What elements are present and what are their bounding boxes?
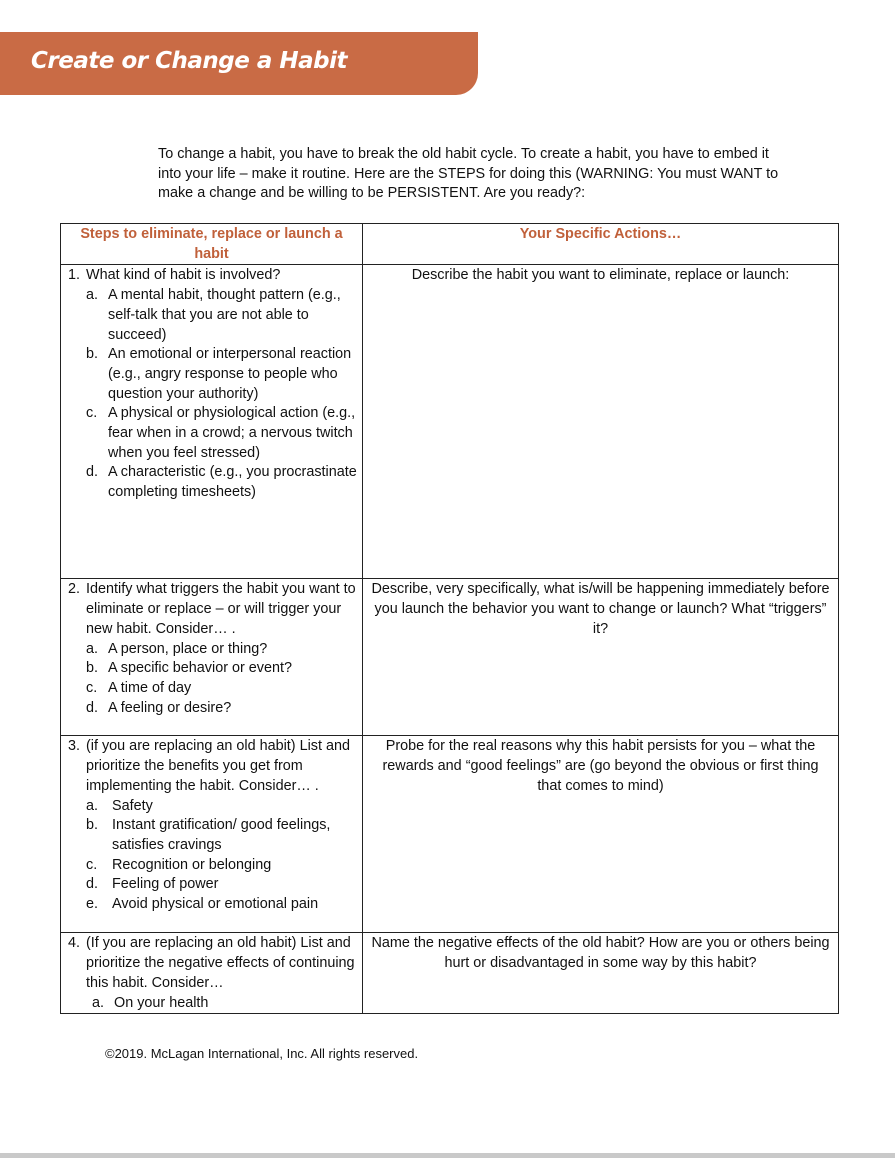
step-question — [68, 266, 358, 286]
action-cell[interactable] — [363, 579, 839, 736]
action-prompt: Probe for the real reasons why this habit persists for you – what the rewards and “good feelings” are (go beyond the obvious or first thing that comes to mind) — [382, 738, 819, 794]
subitem-text: A mental habit, thought pattern (e.g., self-talk that you are not able to succeed) — [108, 287, 341, 343]
subitem-text: Instant gratification/ good feelings, satisfies cravings — [112, 817, 331, 853]
subitem-label: b. — [86, 660, 99, 677]
table-row — [61, 265, 839, 579]
step-subitem — [68, 679, 358, 699]
table-row — [61, 736, 839, 933]
step-question-text: (if you are replacing an old habit) List and prioritize the benefits you get from implementing the habit. Consider… . — [86, 738, 350, 794]
subitem-label: a. — [86, 287, 99, 304]
table-row — [61, 933, 839, 1014]
step-subitem — [68, 797, 358, 817]
habit-steps-table — [60, 223, 839, 1014]
step-number: 2. — [68, 581, 81, 598]
subitem-text: On your health — [114, 994, 209, 1011]
step-question-text: (If you are replacing an old habit) List and prioritize the negative effects of continuing this habit. Consider… — [86, 935, 355, 991]
action-cell[interactable] — [363, 265, 839, 579]
action-cell[interactable] — [363, 933, 839, 1014]
step-subitem — [68, 463, 358, 502]
step-subitem — [68, 404, 358, 463]
step-number: 1. — [68, 267, 81, 284]
copyright-footer: ©2019. McLagan International, Inc. All rights reserved. — [105, 1046, 419, 1061]
subitem-label: c. — [86, 405, 98, 422]
step-number: 4. — [68, 935, 81, 952]
column-header-steps: Steps to eliminate, replace or launch a habit — [61, 224, 363, 265]
subitem-text: Safety — [112, 797, 153, 814]
step-subitem — [68, 286, 358, 345]
subitem-text: A specific behavior or event? — [108, 660, 292, 677]
subitem-label: e. — [86, 896, 99, 913]
intro-paragraph: To change a habit, you have to break the old habit cycle. To create a habit, you have to embed it into your life – make it routine. Here are the STEPS for doing this (WARNING: You must WANT to make a change and be willing to be PERSISTENT. Are you ready?: — [158, 146, 779, 201]
subitem-label: a. — [86, 797, 99, 814]
subitem-label: a. — [86, 640, 99, 657]
subitem-text: A person, place or thing? — [108, 640, 268, 657]
subitem-text: Recognition or belonging — [112, 856, 272, 873]
subitem-text: A feeling or desire? — [108, 699, 232, 716]
subitem-label: c. — [86, 856, 98, 873]
step-question — [68, 934, 358, 993]
subitem-text: Avoid physical or emotional pain — [112, 896, 319, 913]
step-cell — [61, 265, 363, 579]
step-subitem — [68, 856, 358, 876]
step-subitem — [68, 640, 358, 660]
subitem-text: An emotional or interpersonal reaction (e.g., angry response to people who question your authority) — [108, 346, 352, 402]
subitem-label: b. — [86, 346, 99, 363]
step-subitem — [68, 659, 358, 679]
step-cell — [61, 736, 363, 933]
subitem-label: d. — [86, 876, 99, 893]
subitem-text: Feeling of power — [112, 876, 219, 893]
step-subitem — [68, 994, 358, 1014]
step-question-text: Identify what triggers the habit you want to eliminate or replace – or will trigger your new habit. Consider… . — [86, 581, 356, 637]
subitem-label: b. — [86, 817, 99, 834]
subitem-text: A time of day — [108, 679, 192, 696]
action-cell[interactable] — [363, 736, 839, 933]
table-header-row — [61, 224, 839, 265]
step-number: 3. — [68, 738, 81, 755]
action-prompt: Describe, very specifically, what is/will be happening immediately before you launch the behavior you want to change or launch? What “triggers” it? — [371, 581, 830, 637]
column-header-actions: Your Specific Actions… — [363, 224, 839, 265]
subitem-label: d. — [86, 464, 99, 481]
subitem-text: A characteristic (e.g., you procrastinate completing timesheets) — [108, 464, 357, 501]
table-row — [61, 579, 839, 736]
title-banner — [0, 32, 478, 95]
step-cell — [61, 579, 363, 736]
page-bottom-divider — [0, 1153, 895, 1158]
subitem-label: c. — [86, 679, 98, 696]
step-subitem — [68, 345, 358, 404]
step-subitem — [68, 895, 358, 915]
step-subitem — [68, 699, 358, 719]
step-subitem — [68, 875, 358, 895]
step-subitem — [68, 816, 358, 855]
step-question-text: What kind of habit is involved? — [86, 267, 281, 284]
subitem-label: a. — [92, 994, 105, 1011]
subitem-text: A physical or physiological action (e.g., fear when in a crowd; a nervous twitch when you feel stressed) — [108, 405, 356, 461]
action-prompt: Describe the habit you want to eliminate, replace or launch: — [411, 267, 790, 284]
subitem-label: d. — [86, 699, 99, 716]
step-question — [68, 580, 358, 639]
page-title: Create or Change a Habit — [31, 48, 347, 74]
step-question — [68, 737, 358, 796]
action-prompt: Name the negative effects of the old habit? How are you or others being hurt or disadvantaged in some way by this habit? — [371, 935, 830, 972]
step-cell — [61, 933, 363, 1014]
